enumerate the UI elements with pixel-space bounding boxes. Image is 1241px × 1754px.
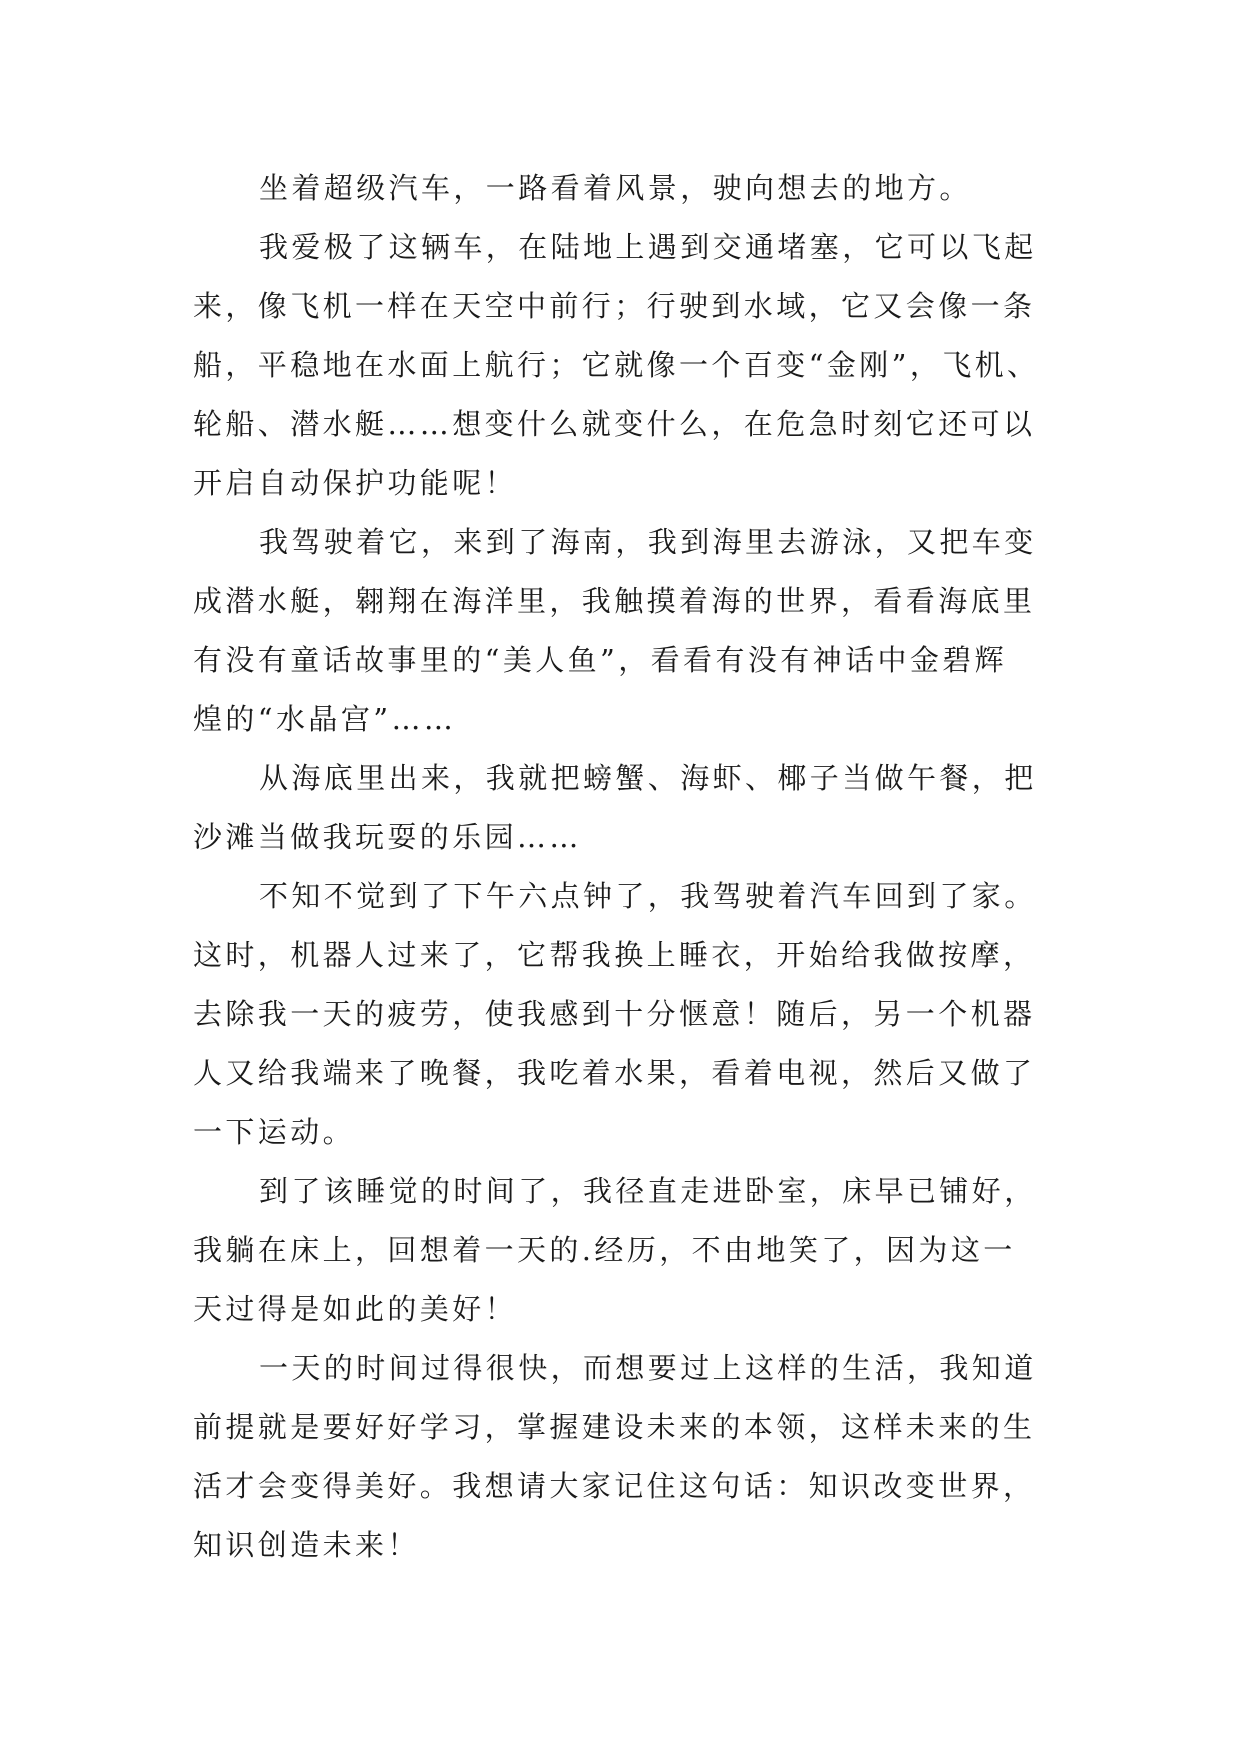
paragraph-line: 坐着超级汽车，一路看着风景，驶向想去的地方。 [259, 171, 972, 205]
paragraph-line: 我爱极了这辆车，在陆地上遇到交通堵塞，它可以飞起 [259, 230, 1037, 264]
paragraph-line: 去除我一天的疲劳，使我感到十分惬意！随后，另一个机器 [193, 997, 1036, 1031]
paragraph-line: 我驾驶着它，来到了海南，我到海里去游泳，又把车变 [259, 525, 1037, 559]
document-body [193, 159, 1053, 1575]
paragraph-line: 不知不觉到了下午六点钟了，我驾驶着汽车回到了家。 [259, 879, 1037, 913]
paragraph-line: 一天的时间过得很快，而想要过上这样的生活，我知道 [259, 1351, 1037, 1385]
paragraph-line: 天过得是如此的美好！ [193, 1292, 518, 1326]
paragraph-line: 轮船、潜水艇……想变什么就变什么，在危急时刻它还可以 [193, 407, 1036, 441]
paragraph-line: 人又给我端来了晚餐，我吃着水果，看着电视，然后又做了 [193, 1056, 1036, 1090]
paragraph-line: 前提就是要好好学习，掌握建设未来的本领，这样未来的生 [193, 1410, 1036, 1444]
paragraph-line: 有没有童话故事里的“美人鱼”，看看有没有神话中金碧辉 [193, 643, 1008, 677]
paragraph-line: 我躺在床上，回想着一天的.经历，不由地笑了，因为这一 [193, 1233, 1016, 1267]
paragraph-line: 活才会变得美好。我想请大家记住这句话：知识改变世界， [193, 1469, 1036, 1503]
paragraph-line: 一下运动。 [193, 1115, 356, 1149]
paragraph-line: 成潜水艇，翱翔在海洋里，我触摸着海的世界，看看海底里 [193, 584, 1036, 618]
paragraph-line: 这时，机器人过来了，它帮我换上睡衣，开始给我做按摩， [193, 938, 1036, 972]
paragraph-line: 煌的“水晶宫”…… [193, 702, 457, 736]
paragraph-line: 知识创造未来！ [193, 1528, 420, 1562]
paragraph-line: 来，像飞机一样在天空中前行；行驶到水域，它又会像一条 [193, 289, 1036, 323]
paragraph-line: 沙滩当做我玩耍的乐园…… [193, 820, 582, 854]
paragraph-line: 到了该睡觉的时间了，我径直走进卧室，床早已铺好， [259, 1174, 1037, 1208]
paragraph-line: 从海底里出来，我就把螃蟹、海虾、椰子当做午餐，把 [259, 761, 1037, 795]
paragraph-line: 船，平稳地在水面上航行；它就像一个百变“金刚”，飞机、 [193, 348, 1040, 382]
paragraph-line: 开启自动保护功能呢！ [193, 466, 518, 500]
